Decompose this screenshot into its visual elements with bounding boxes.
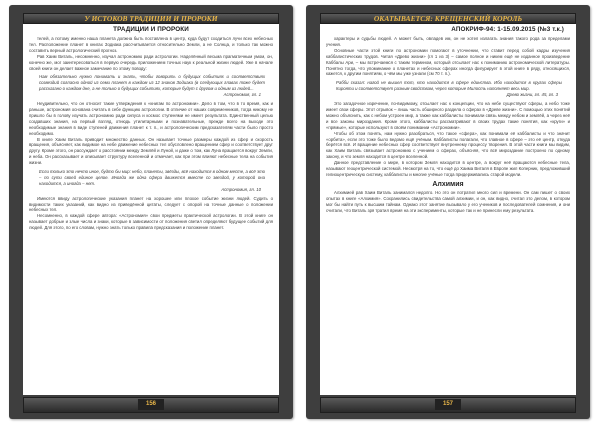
right-paragraph-2: Основные части этой книги по астрономии помогают в уточнении, что ставит перед собой кадры изучения каббалистических трудов. Читая «Древо жизни» (гл 1 из 3) – самое полное и никем ещё не изданное произведение Каббалы Ари, – мы встречаемся с таким термином, который отсылает нас к пониманию астрономической литературы. Понятно тогда, что упоминание о планетах и небесных сферах иногда фигурирует в этой книге в ряду, относящихся, кажется, к другим понятиям, о чём мы уже узнали (cм 70 т. п.). [326,47,570,77]
left-paragraph-6: Несомненно, в каждой сфере автора: «Астрономия» свои предметы практической астрологии. В этой книге он называет добрые и злые числа и знаки, которые в зависимости от положения светил определяют будущее событий для людей. Для этого, по его словам, нужно знать только правила предсказания и положение планет. [29,213,273,231]
left-paragraph-2: Рав Хаим Виталь, несомненно, изучал астрономию ради астрологии. Наделённый весьма прагматичным умом, он, конечно же, мог заинтересоваться в первую очередь приложением точных наук к реальной жизни людей. Уже в начале своей книги он делает важное замечание по этому поводу: [29,53,273,71]
left-quote-1-source: Астрономия, гл. 1 [223,92,261,98]
right-paragraph-3: Это загадочное изречение, по-видимому, отсылает нас к концепции, что на небе существуют сферы, а небо тоже имеет свои сферы. Этот отрывок – лишь часть обширного раздела о сферах в «Древе жизни». С помощью этих понятий можно объяснить, как с небом устроен мир, а также как каббалисты понимали связь между небом и землёй, а через неё и все законы мироздания. Кроме этого, каббалисты рассматривают в своих трудах такие понятия, как «круги» и «прямые», которые используют в своём понимании «Астрономии». [326,101,570,130]
left-page-number: 156 [138,399,164,410]
right-page-body [320,24,576,395]
right-page [306,5,590,419]
right-paragraph-5: Данное представление о мире, в котором Земля находится в центре, а вокруг неё вращаются небесные тела, называют геоцентрической системой. Несмотря на то, что ещё до Хаима Виталя в Европе жил Коперник, предложивший гелиоцентрическую систему, каббалисты и многие учёные тогда придерживались старой модели. [326,160,570,177]
right-quote-source: Древо жизни, гл. 45, гл. 3 [506,92,558,98]
right-quote: Рабби сказал: нагой не вышел тот, кто находится в сфере единства. Ибо находится в кругах сферы Кирояти и соответствует разным свойствам, через которые Милость наполняет весь мир. [336,80,562,92]
right-page-number: 157 [435,399,461,410]
left-page-footer [23,397,279,413]
left-page-body [23,24,279,395]
section-title-alchemy: Алхимия [432,180,464,188]
left-quote-2-source: Астрономия, гл. 10 [221,186,261,192]
right-paragraph-1: характеры и судьбы людей. А может быть, овладев им, он не хотел излагать знания такого рода за пределами учения. [326,36,570,47]
left-quote-2: Если только это нечто иное, будто бы мир: небо, планеты, звёзды, всё находится в одном месте, а всё это – по сути своей единое целое. Иногда же одна сфера движется вместе со звездой, у которой она находится, а иногда – нет. [39,169,265,186]
right-page-header: ОКАТЫВАЕТСЯ: КРЕЩЕНСКИЙ КОРОЛЬ [320,13,576,24]
left-paragraph-1: телей, а потому именно наша планета должна быть поставлена в центр, куда будут сходиться лучи всех небесных тел. Расположение планет в книгах Зодиака рассчитывается относительно Земли, а не Солнца, и только так можно составить верный астрологический прогноз. [29,36,273,53]
left-paragraph-5: Имеются ввиду астрологические указания планет на хорошее или плохое событие жизни людей. Судить о видимости таких указаний, как видно из приведённой цитаты, следует с опорой на точные данные о положении небесных тел. [29,195,273,213]
left-paragraph-3: Неудивительно, что он относит такие утверждения к «книгам по астрономии». Дело в том, что в то время, как и раньше, астрономия основана считать в себе функцию астрологии. В отличие от наших современников, тогда никому не пришло бы в голову изучать астрономию ради сипуса и космос ступенями не имеет результата. Единственный целью создавших знания, на первый взгляд, отнюдь утилитарными и познавательные, прежде всего на выходе это необходимые знания в виде ступеней движения планет к т. п., и астрологическим предсказателям части было просто необходимо. [29,101,273,136]
right-paragraph-4: Чтобы об этом понять, нам нужно разобраться, что такое «сфера», как понимали её каббалисты и что значит «орбита», если это тоже было ведомо ещё учёным. Каббалисты полагали, что главное в сфере – это её центр, откуда берётся всё. И вращение небесных сфер соответствует внутреннему процессу творения. В этой части книги мы видим, как Хаим Виталь связывает астрономию с учением о сферах, объясняя, что всё мироздание построено по одному закону, и что земля находится в центре вселенной. [326,130,570,160]
left-page-header: У ИСТОКОВ ТРАДИЦИИ И ПРОРОКИ [23,13,279,24]
right-page-footer [320,397,576,413]
right-page-subheader: АПОКРИФ-94: 1-15.09.2015 (№3 т.к.) [451,26,564,33]
left-page [9,5,293,419]
left-paragraph-4: В книге Хаим Виталь приводит множество данных. Он называет точные размеры каждой из сфер и скорость вращения, объясняет, как видимое на небе движение небесных тел обусловлено вращением сфер и соответствует друг другу. Кроме этого, он рассуждает о расстоянии между Землёй и Луной, и даже о том, как Луна вращается вокруг Земли, и неба. Он рассказывает и описывает структуру вселенной и отмечает, как при этом влияют небесные тела на события жизни. [29,136,273,166]
right-paragraph-6: Алхимией рав Хаим Виталь занимался недолго. Но это он потратил много сил и времени. Он сам пишет о своих опытах в книге «Алхимия». Сохранились свидетельства самой алхимии, и он, как видно, считал это делом, в котором мог бы найти путь к высшим тайнам. Однако этот занятие вызывало у его учеников и последователей сомнения, и они считали, что Виталь зря тратил время на эти эксперименты, которые так и не принесли ему результата. [326,189,570,213]
left-quote-1: Нам обязательно нужно понимать и знать, чтобы говорить о будущих событиях и соответствиях созвездий согласно одной из семи планет в каждом из 12 знаков Зодиака (в следующих главах тоже будет рассказано о каждом дне, а не только о будущих событиях, которые будут с другом и одним из людей... [39,74,265,92]
left-page-subheader: ТРАДИЦИИ И ПРОРОКИ [113,26,189,33]
